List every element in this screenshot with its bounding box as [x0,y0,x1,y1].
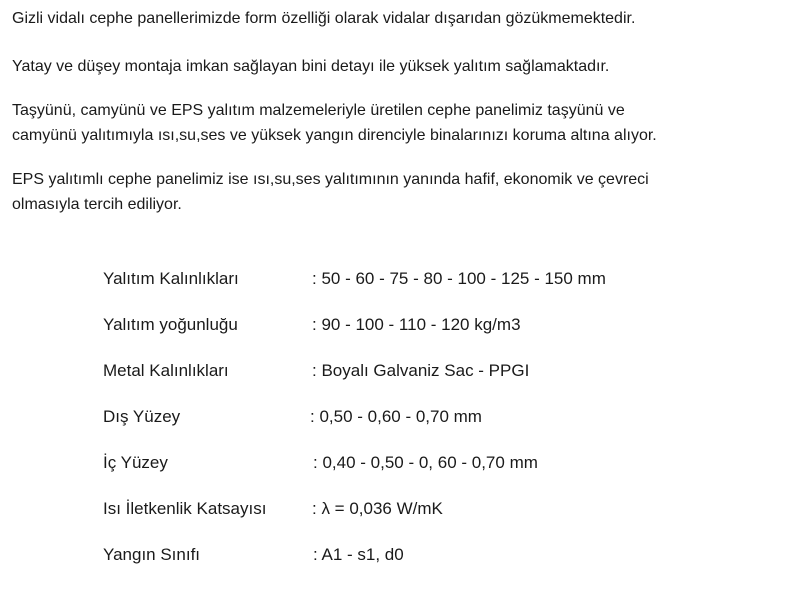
paragraph-line: camyünü yalıtımıyla ısı,su,ses ve yüksek yangın direnciyle binalarınızı koruma altına alıyor. [12,127,657,144]
spec-label: Metal Kalınlıkları [103,361,229,380]
spec-row-outer-surface [103,402,743,448]
paragraph-line: Gizli vidalı cephe panellerimizde form özelliği olarak vidalar dışarıdan gözükmemektedir. [12,10,636,27]
spec-row-fire-class [103,540,743,586]
spec-label: Dış Yüzey [103,407,181,426]
paragraph-rockwool-glasswool [12,98,792,148]
paragraph-mounting [12,54,792,79]
spec-row-insulation-density [103,310,743,356]
spec-value: : 0,50 - 0,60 - 0,70 mm [310,407,482,426]
paragraph-hidden-screws [12,6,792,31]
paragraph-line: Taşyünü, camyünü ve EPS yalıtım malzemeleriyle üretilen cephe panelimiz taşyünü ve [12,102,625,119]
spec-row-metal-thickness [103,356,743,402]
spec-row-inner-surface [103,448,743,494]
spec-value: : Boyalı Galvaniz Sac - PPGI [312,361,530,380]
spec-value: : 50 - 60 - 75 - 80 - 100 - 125 - 150 mm [312,269,606,288]
spec-label: İç Yüzey [103,453,168,472]
spec-label: Yalıtım yoğunluğu [103,315,238,334]
spec-value: : A1 - s1, d0 [313,545,404,564]
specifications-table [103,264,743,586]
paragraph-line: Yatay ve düşey montaja imkan sağlayan bini detayı ile yüksek yalıtım sağlamaktadır. [12,58,610,75]
spec-value: : λ = 0,036 W/mK [312,499,443,518]
spec-value: : 0,40 - 0,50 - 0, 60 - 0,70 mm [313,453,538,472]
paragraph-eps [12,167,792,217]
spec-label: Yangın Sınıfı [103,545,201,564]
paragraph-line: olmasıyla tercih ediliyor. [12,196,182,213]
spec-row-thermal-conductivity [103,494,743,540]
spec-value: : 90 - 100 - 110 - 120 kg/m3 [312,315,521,334]
spec-row-insulation-thickness [103,264,743,310]
spec-label: Yalıtım Kalınlıkları [103,269,239,288]
paragraph-line: EPS yalıtımlı cephe panelimiz ise ısı,su,ses yalıtımının yanında hafif, ekonomik ve çevreci [12,171,649,188]
spec-label: Isı İletkenlik Katsayısı [103,499,267,518]
